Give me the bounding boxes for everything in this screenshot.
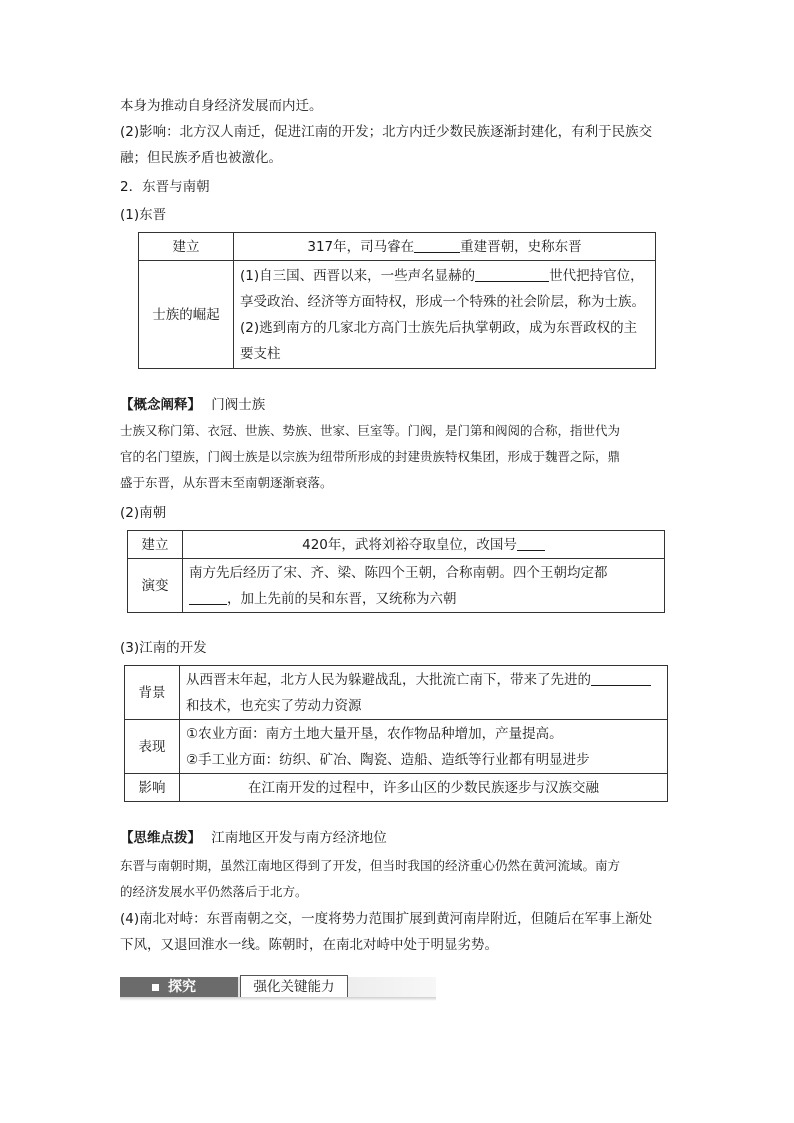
nanchao-row1-content: 420年，武将刘裕夺取皇位，改国号 (183, 531, 665, 559)
thinking-title: 江南地区开发与南方经济地位 (211, 830, 387, 846)
jiangnan-table (124, 665, 668, 802)
concept-title: 门阀士族 (211, 397, 266, 413)
fill-blank[interactable] (414, 238, 460, 253)
section-banner (120, 975, 436, 1001)
intro-line-2: (2)影响：北方汉人南迁，促进江南的开发；北方内迁少数民族逐渐封建化，有利于民族交 (120, 124, 653, 140)
jiangnan-title: (3)江南的开发 (120, 640, 207, 656)
nanchao-table (127, 530, 665, 613)
fill-blank[interactable] (591, 671, 651, 686)
jiangnan-row2-label: 表现 (125, 720, 180, 774)
nanchao-title: (2)南朝 (120, 505, 167, 521)
duizhi-line-1: (4)南北对峙：东晋南朝之交，一度将势力范围扩展到黄河南岸附近，但随后在军事上渐处 (120, 911, 653, 927)
square-bullet-icon (152, 984, 159, 991)
banner-label: 探究 (168, 979, 196, 995)
jiangnan-row1-content: 从西晋末年起，北方人民为躲避战乱，大批流亡南下，带来了先进的 和技术，也充实了劳动力资源 (180, 666, 668, 720)
concept-heading (120, 395, 265, 415)
intro-line-3: 融；但民族矛盾也被激化。 (120, 150, 282, 166)
thinking-heading (120, 828, 387, 848)
dongjin-row2-label: 士族的崛起 (139, 261, 234, 369)
thinking-line-1: 东晋与南朝时期，虽然江南地区得到了开发，但当时我国的经济重心仍然在黄河流域。南方 (120, 858, 621, 873)
jiangnan-row3-label: 影响 (125, 774, 180, 802)
fill-blank[interactable] (475, 267, 549, 282)
jiangnan-row2-content: ①农业方面：南方土地大量开垦，农作物品种增加，产量提高。 ②手工业方面：纺织、矿冶、陶瓷、造船、造纸等行业都有明显进步 (180, 720, 668, 774)
concept-tag: 【概念阐释】 (120, 397, 201, 413)
dongjin-table (138, 232, 656, 369)
banner-dark-block (120, 977, 238, 997)
banner-box: 强化关键能力 (240, 975, 348, 999)
concept-line-2: 官的名门望族，门阀士族是以宗族为纽带所形成的封建贵族特权集团，形成于魏晋之际，鼎 (120, 449, 621, 464)
dongjin-row1-content: 317年，司马睿在 重建晋朝，史称东晋 (234, 233, 656, 261)
dongjin-title: (1)东晋 (120, 207, 167, 223)
section-heading: 2．东晋与南朝 (120, 179, 210, 195)
nanchao-row2-label: 演变 (128, 559, 183, 613)
concept-line-3: 盛于东晋，从东晋末至南朝逐渐衰落。 (120, 475, 333, 490)
fill-blank[interactable] (189, 590, 227, 605)
banner-shadow (120, 997, 436, 1001)
jiangnan-row3-content: 在江南开发的过程中，许多山区的少数民族逐步与汉族交融 (180, 774, 668, 802)
concept-line-1: 士族又称门第、衣冠、世族、势族、世家、巨室等。门阀，是门第和阀阅的合称，指世代为 (120, 423, 621, 438)
duizhi-line-2: 下风，又退回淮水一线。陈朝时，在南北对峙中处于明显劣势。 (120, 937, 498, 953)
thinking-tag: 【思维点拨】 (120, 830, 201, 846)
fill-blank[interactable] (517, 536, 545, 551)
dongjin-row1-label: 建立 (139, 233, 234, 261)
nanchao-row2-content: 南方先后经历了宋、齐、梁、陈四个王朝，合称南朝。四个王朝均定都 ，加上先前的吴和东晋，又统称为六朝 (183, 559, 665, 613)
nanchao-row1-label: 建立 (128, 531, 183, 559)
thinking-line-2: 的经济发展水平仍然落后于北方。 (120, 884, 308, 899)
dongjin-row2-content: (1)自三国、西晋以来，一些声名显赫的 世代把持官位， 享受政治、经济等方面特权，形成一个特殊的社会阶层，称为士族。 (2)逃到南方的几家北方高门士族先后执掌朝政，成为东晋政权的主 要支柱 (234, 261, 656, 369)
jiangnan-row1-label: 背景 (125, 666, 180, 720)
intro-line-1: 本身为推动自身经济发展而内迁。 (120, 98, 323, 114)
